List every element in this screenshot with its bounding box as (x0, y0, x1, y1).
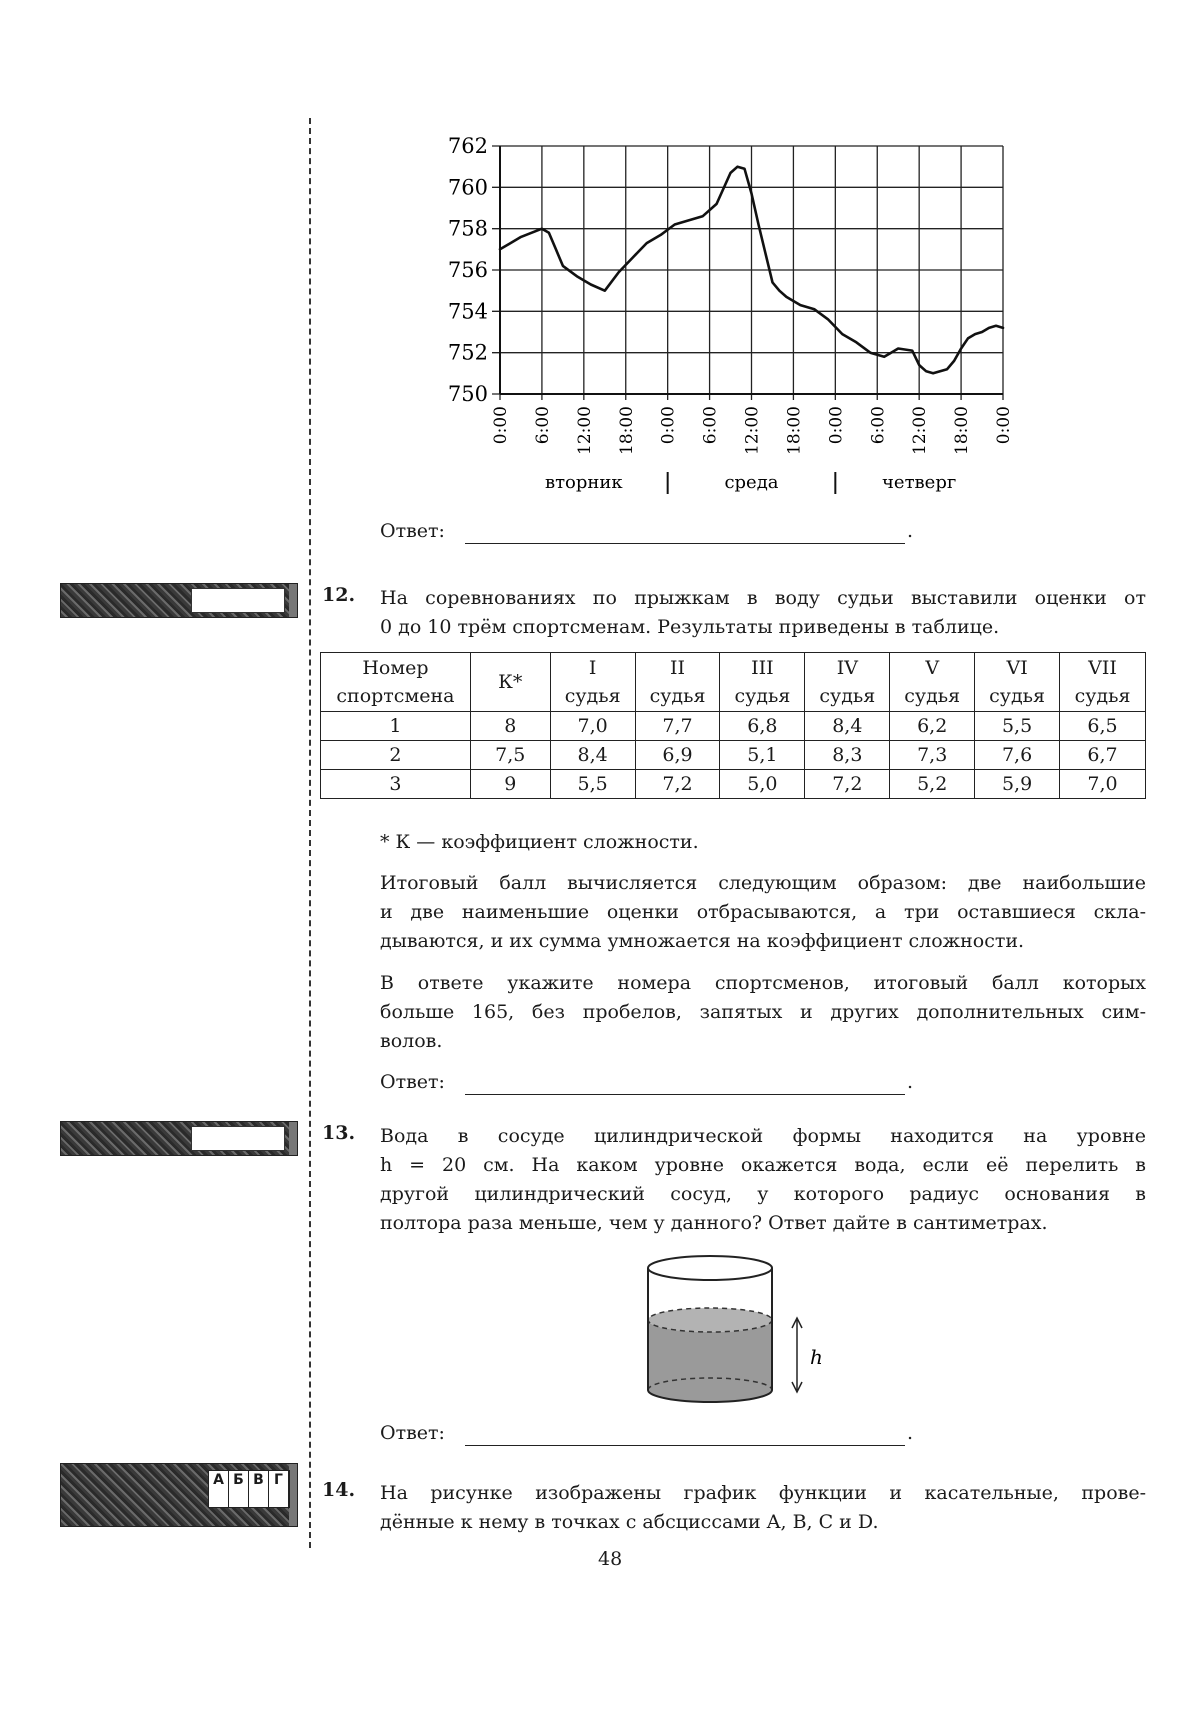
q14-number: 14. (322, 1479, 356, 1501)
cylinder-figure (640, 1248, 850, 1408)
table-cell: 7,2 (635, 770, 720, 799)
table-cell: 5,2 (890, 770, 975, 799)
table-cell: 9 (470, 770, 550, 799)
table-cell: 6,7 (1060, 741, 1146, 770)
q13-line3: другой цилиндрический сосуд, у которого радиус основания в (380, 1183, 1146, 1205)
day-label: среда (724, 472, 779, 493)
header-athlete: Номер спортсмена (321, 653, 471, 712)
table-cell: 8,4 (550, 741, 635, 770)
header-judge: III судья (720, 653, 805, 712)
x-tick-label: 0:00 (826, 406, 847, 445)
q13-answer-field[interactable] (465, 1445, 905, 1446)
table-cell: 8 (470, 712, 550, 741)
answer-cell[interactable] (269, 1489, 289, 1507)
y-tick-label: 752 (447, 340, 488, 365)
y-tick-label: 762 (447, 134, 488, 158)
q14-line2: дённые к нему в точках с абсциссами A, B, C и D. (380, 1511, 879, 1533)
q11-answer-field[interactable] (465, 543, 905, 544)
q12-marker-end (289, 584, 297, 617)
q13-marker-end (289, 1122, 297, 1155)
q13-answer-dot: . (907, 1422, 914, 1444)
day-label: четверг (882, 472, 957, 493)
q12-text-line2: 0 до 10 трём спортсменам. Результаты приведены в таблице. (380, 616, 1000, 638)
table-cell: 6,2 (890, 712, 975, 741)
table-cell: 3 (321, 770, 471, 799)
table-cell: 6,9 (635, 741, 720, 770)
x-tick-label: 12:00 (910, 406, 931, 455)
water-surface (648, 1308, 772, 1332)
q12-answer-box[interactable] (191, 588, 285, 613)
q14-marker-end (289, 1464, 297, 1526)
q13-line2: h = 20 см. На каком уровне окажется вода, если её перелить в (380, 1154, 1146, 1176)
letter-g: Г (269, 1471, 289, 1489)
x-tick-label: 18:00 (616, 406, 637, 455)
q11-answer-dot: . (907, 520, 914, 542)
q12-para2-line1: В ответе укажите номера спортсменов, итоговый балл которых (380, 972, 1146, 994)
y-tick-label: 758 (447, 216, 488, 241)
table-cell: 5,1 (720, 741, 805, 770)
header-judge: II судья (635, 653, 720, 712)
table-cell: 5,0 (720, 770, 805, 799)
table-cell: 7,2 (805, 770, 890, 799)
q12-answer-field[interactable] (465, 1094, 905, 1095)
q13-line4: полтора раза меньше, чем у данного? Ответ дайте в сантиметрах. (380, 1212, 1048, 1234)
q12-para1-line2: и две наименьшие оценки отбрасываются, а три оставшиеся скла- (380, 901, 1146, 923)
q12-para2-line3: волов. (380, 1030, 443, 1052)
letter-b: Б (229, 1471, 249, 1489)
header-judge: IV судья (805, 653, 890, 712)
x-tick-label: 6:00 (868, 406, 889, 445)
q12-answer-label: Ответ: (380, 1071, 445, 1093)
margin-cut-line (309, 118, 311, 1548)
y-tick-label: 754 (447, 299, 488, 324)
table-header-row (321, 653, 1146, 712)
letter-v: В (249, 1471, 269, 1489)
pressure-chart (420, 128, 1020, 508)
x-tick-label: 0:00 (994, 406, 1014, 445)
table-cell: 1 (321, 712, 471, 741)
q12-answer-dot: . (907, 1071, 914, 1093)
table-cell: 6,5 (1060, 712, 1146, 741)
table-cell: 7,3 (890, 741, 975, 770)
answer-cell[interactable] (229, 1489, 249, 1507)
table-row (321, 741, 1146, 770)
q14-answer-cells (208, 1489, 290, 1508)
day-label: вторник (544, 472, 623, 493)
table-cell: 6,8 (720, 712, 805, 741)
q12-para2-line2: больше 165, без пробелов, запятых и других дополнительных сим- (380, 1001, 1146, 1023)
q12-para1-line3: дываются, и их сумма умножается на коэффициент сложности. (380, 930, 1025, 952)
x-tick-label: 18:00 (784, 406, 805, 455)
q13-number: 13. (322, 1122, 356, 1144)
q14-line1: На рисунке изображены график функции и касательные, прове- (380, 1482, 1146, 1504)
table-row (321, 712, 1146, 741)
x-tick-label: 0:00 (658, 406, 679, 445)
table-cell: 7,7 (635, 712, 720, 741)
x-tick-label: 12:00 (574, 406, 595, 455)
q12-marker (60, 583, 298, 618)
y-tick-label: 760 (447, 175, 488, 200)
table-cell: 2 (321, 741, 471, 770)
table-cell: 8,4 (805, 712, 890, 741)
x-tick-label: 0:00 (491, 406, 511, 445)
q12-number: 12. (322, 584, 356, 606)
x-tick-label: 6:00 (700, 406, 721, 445)
table-cell: 5,9 (975, 770, 1060, 799)
header-k: К* (470, 653, 550, 712)
q11-answer-label: Ответ: (380, 520, 445, 542)
table-cell: 7,6 (975, 741, 1060, 770)
header-judge: V судья (890, 653, 975, 712)
header-judge: I судья (550, 653, 635, 712)
table-cell: 7,0 (550, 712, 635, 741)
q13-answer-box[interactable] (191, 1126, 285, 1151)
cylinder-top (648, 1256, 772, 1280)
x-tick-label: 18:00 (952, 406, 973, 455)
answer-cell[interactable] (209, 1489, 229, 1507)
scores-table (320, 652, 1146, 799)
table-cell: 5,5 (550, 770, 635, 799)
header-judge: VI судья (975, 653, 1060, 712)
page-number: 48 (598, 1548, 623, 1570)
x-tick-label: 12:00 (742, 406, 763, 455)
q12-footnote: * К — коэффициент сложности. (380, 831, 699, 853)
q12-para1-line1: Итоговый балл вычисляется следующим образом: две наибольшие (380, 872, 1146, 894)
q13-line1: Вода в сосуде цилиндрической формы находится на уровне (380, 1125, 1146, 1147)
table-cell: 5,5 (975, 712, 1060, 741)
table-cell: 7,5 (470, 741, 550, 770)
height-label: h (810, 1345, 823, 1369)
x-tick-label: 6:00 (532, 406, 553, 445)
table-cell: 7,0 (1060, 770, 1146, 799)
letter-a: А (209, 1471, 229, 1489)
header-judge: VII судья (1060, 653, 1146, 712)
table-cell: 8,3 (805, 741, 890, 770)
q12-text-line1: На соревнованиях по прыжкам в воду судьи выставили оценки от (380, 587, 1146, 609)
y-tick-label: 756 (447, 258, 488, 282)
table-row (321, 770, 1146, 799)
y-tick-label: 750 (447, 382, 488, 406)
q13-answer-label: Ответ: (380, 1422, 445, 1444)
q13-marker (60, 1121, 298, 1156)
q14-answer-letters (208, 1470, 290, 1490)
answer-cell[interactable] (249, 1489, 269, 1507)
